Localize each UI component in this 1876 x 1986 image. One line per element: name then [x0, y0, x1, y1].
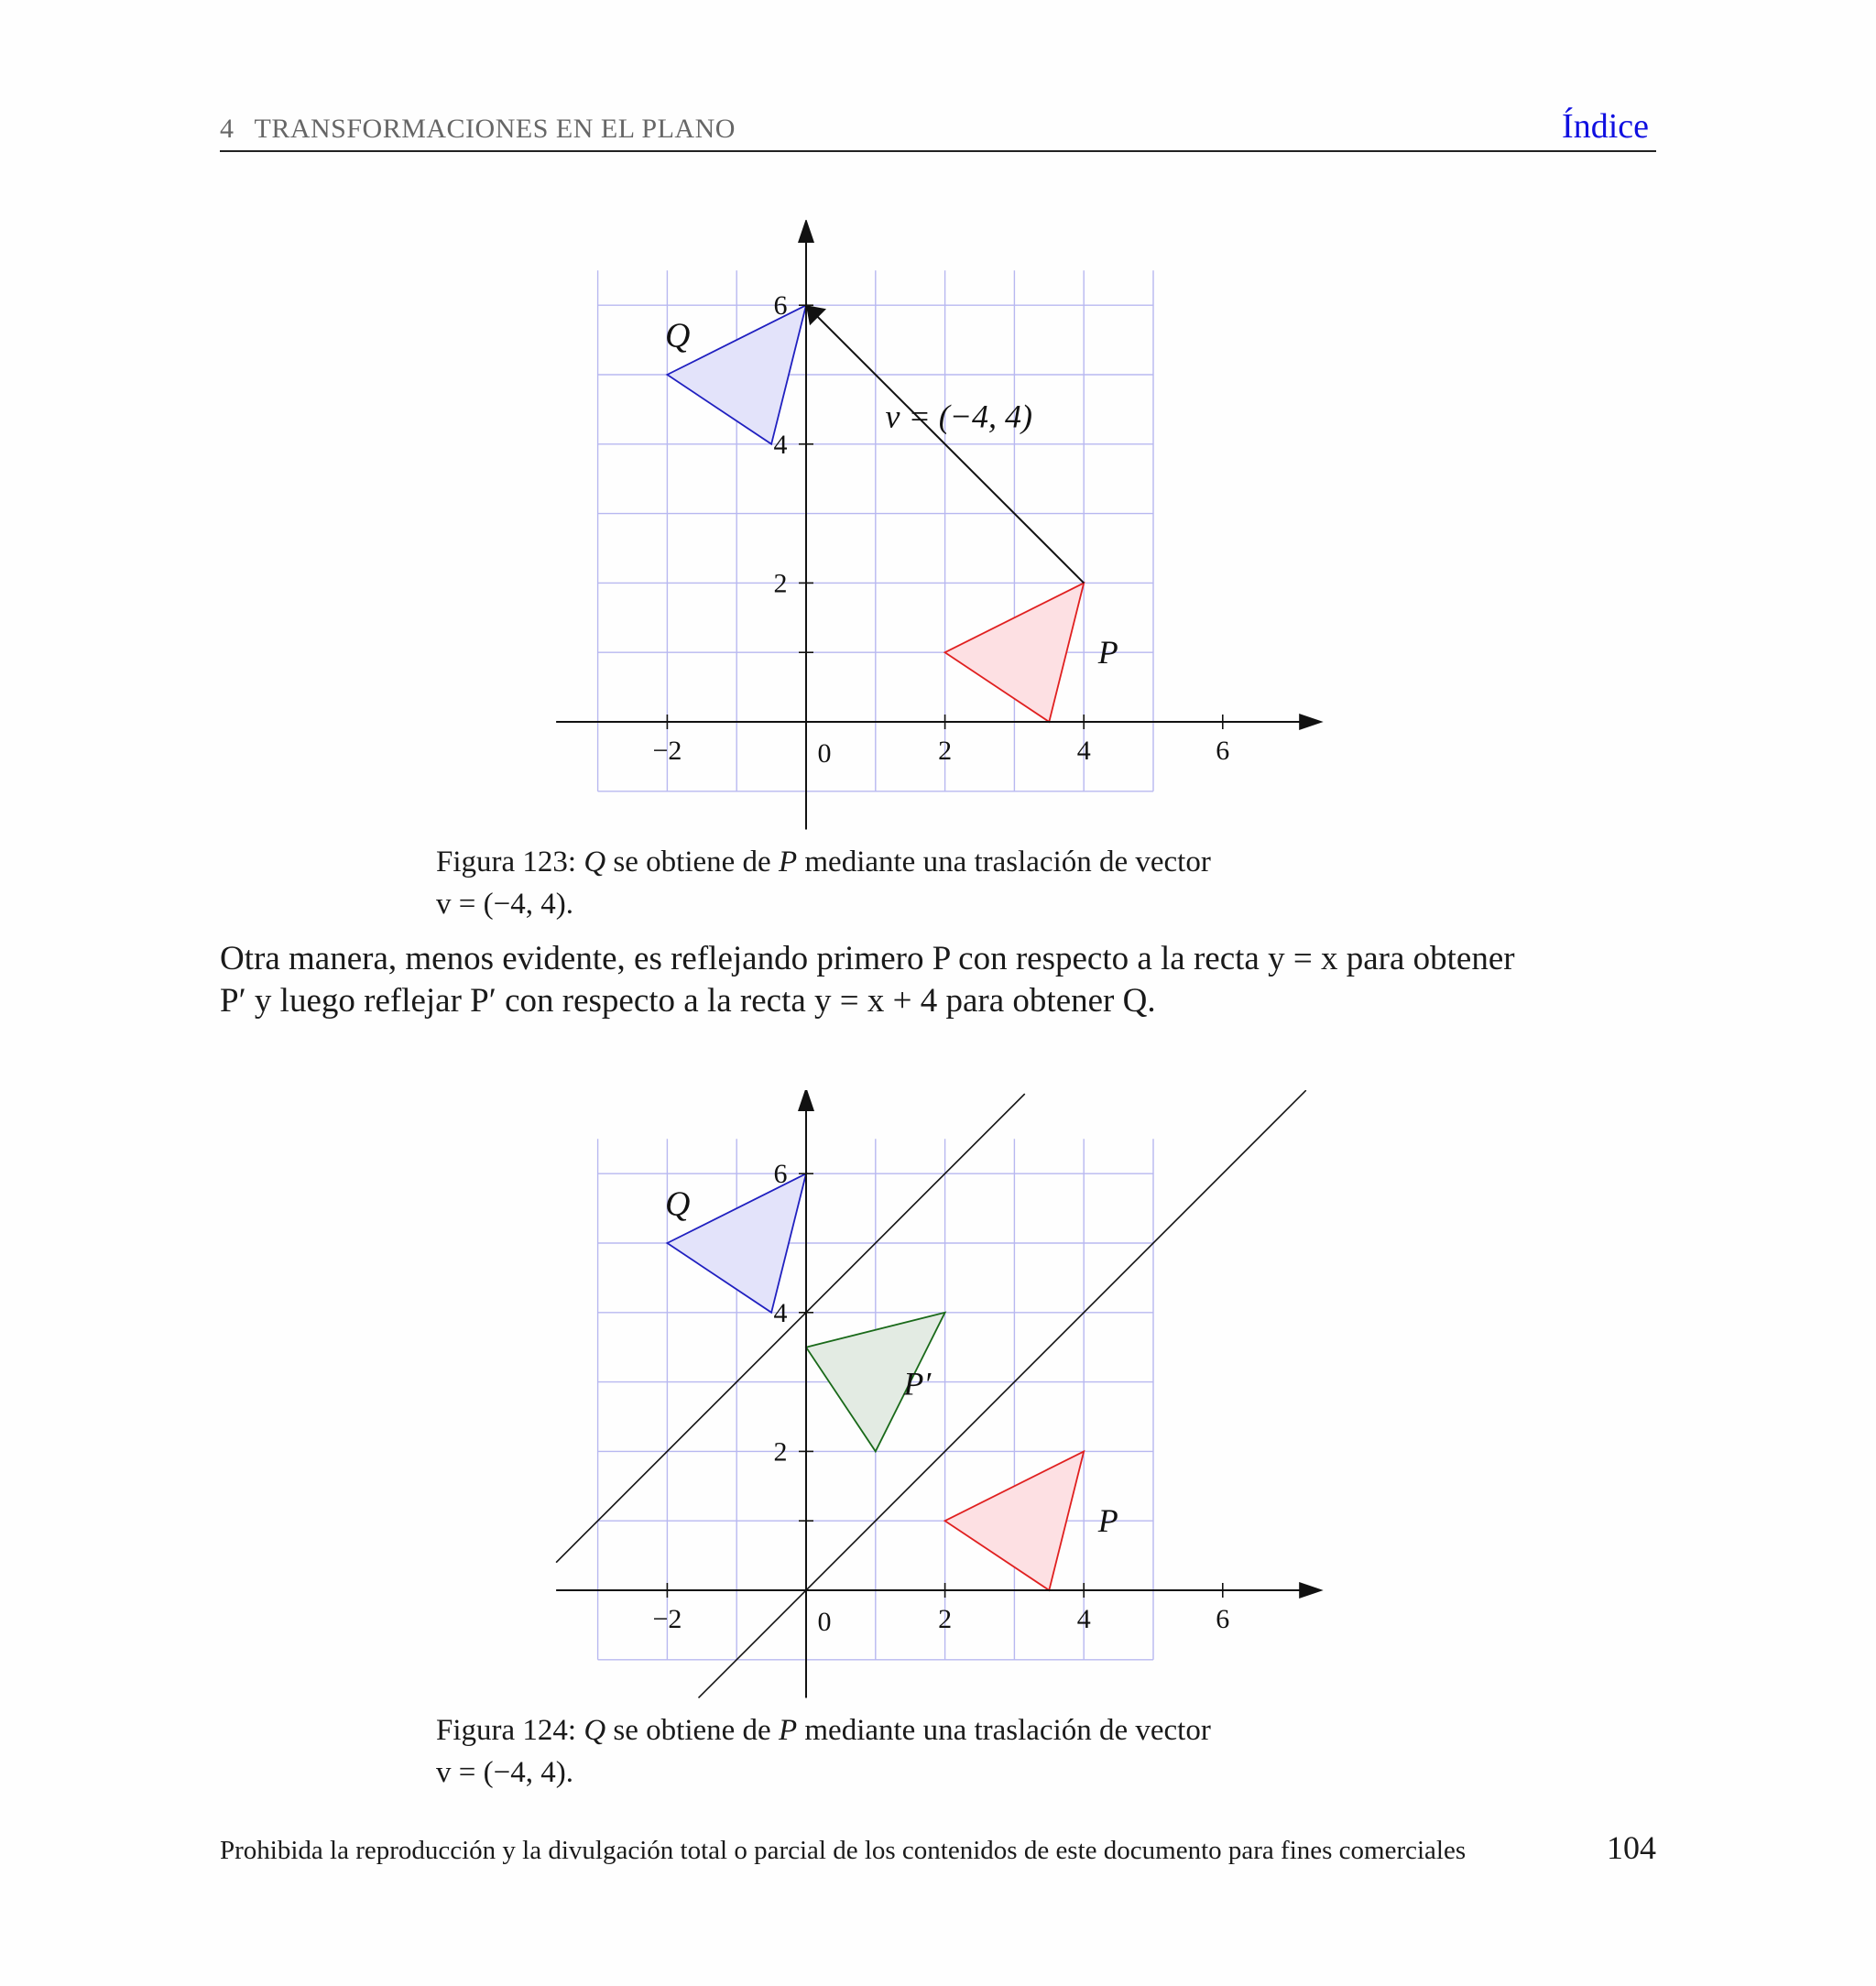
paragraph-line-1: Otra manera, menos evidente, es reflejando primero P con respecto a la recta y = x para obtener	[220, 940, 1515, 977]
y-tick-label: 6	[773, 290, 788, 322]
footer-notice: Prohibida la reproducción y la divulgación total o parcial de los contenidos de este documento para fines comerciales	[220, 1836, 1467, 1865]
body-paragraph	[220, 938, 1658, 1022]
y-tick-label: 2	[773, 568, 788, 599]
caption-prefix: Figura 124:	[436, 1714, 577, 1747]
x-tick-label: 4	[1076, 736, 1091, 766]
caption-p: P	[778, 1714, 798, 1747]
caption-figure-124	[436, 1709, 1352, 1794]
running-header	[220, 103, 1656, 152]
x-tick-label: −2	[652, 736, 682, 766]
y-tick-label: 6	[773, 1159, 788, 1190]
label-p: P	[1097, 634, 1118, 671]
x-tick-label: 4	[1076, 1604, 1091, 1634]
x-tick-label: −2	[652, 1604, 682, 1634]
caption-line-2: v = (−4, 4).	[436, 1756, 573, 1789]
paragraph-line-2: P′ y luego reflejar P′ con respecto a la recta y = x + 4 para obtener Q.	[220, 982, 1156, 1020]
label-vector: v = (−4, 4)	[885, 398, 1033, 435]
line-y-equals-x-plus-4	[556, 1094, 1025, 1563]
x-tick-label: 0	[817, 1607, 832, 1637]
caption-figure-123	[436, 841, 1352, 925]
x-tick-label: 0	[817, 738, 832, 769]
caption-q: Q	[584, 1714, 606, 1747]
caption-p: P	[778, 846, 798, 878]
caption-mid: se obtiene de	[613, 846, 771, 878]
y-tick-label: 4	[773, 429, 788, 460]
index-link[interactable]: Índice	[1562, 107, 1649, 146]
label-q: Q	[665, 1184, 691, 1224]
caption-line-1	[436, 841, 1352, 883]
figure-123	[0, 220, 1876, 843]
x-tick-label: 6	[1216, 1604, 1230, 1634]
label-p-prime: P′	[903, 1365, 932, 1402]
figure-124	[0, 1090, 1876, 1704]
caption-line-1	[436, 1709, 1352, 1751]
section-number: 4	[220, 114, 234, 144]
x-tick-label: 2	[938, 736, 953, 766]
caption-rest: mediante una traslación de vector	[804, 1714, 1211, 1747]
y-axis-arrow-icon	[798, 1090, 814, 1111]
x-axis-arrow-icon	[1299, 714, 1324, 730]
x-axis-arrow-icon	[1299, 1582, 1324, 1599]
y-tick-label: 2	[773, 1436, 788, 1468]
y-tick-label: 4	[773, 1297, 788, 1328]
label-p: P	[1097, 1502, 1118, 1540]
vector-arrow	[817, 316, 1084, 583]
section-title: TRANSFORMACIONES EN EL PLANO	[254, 114, 736, 144]
label-q: Q	[665, 316, 691, 355]
y-axis-arrow-icon	[798, 220, 814, 243]
caption-line-2: v = (−4, 4).	[436, 888, 573, 921]
x-tick-label: 6	[1216, 736, 1230, 766]
caption-rest: mediante una traslación de vector	[804, 846, 1211, 878]
caption-prefix: Figura 123:	[436, 846, 577, 878]
caption-q: Q	[584, 846, 606, 878]
page-number: 104	[1607, 1829, 1656, 1866]
caption-mid: se obtiene de	[613, 1714, 771, 1747]
section-heading	[220, 114, 736, 145]
x-tick-label: 2	[938, 1604, 953, 1634]
